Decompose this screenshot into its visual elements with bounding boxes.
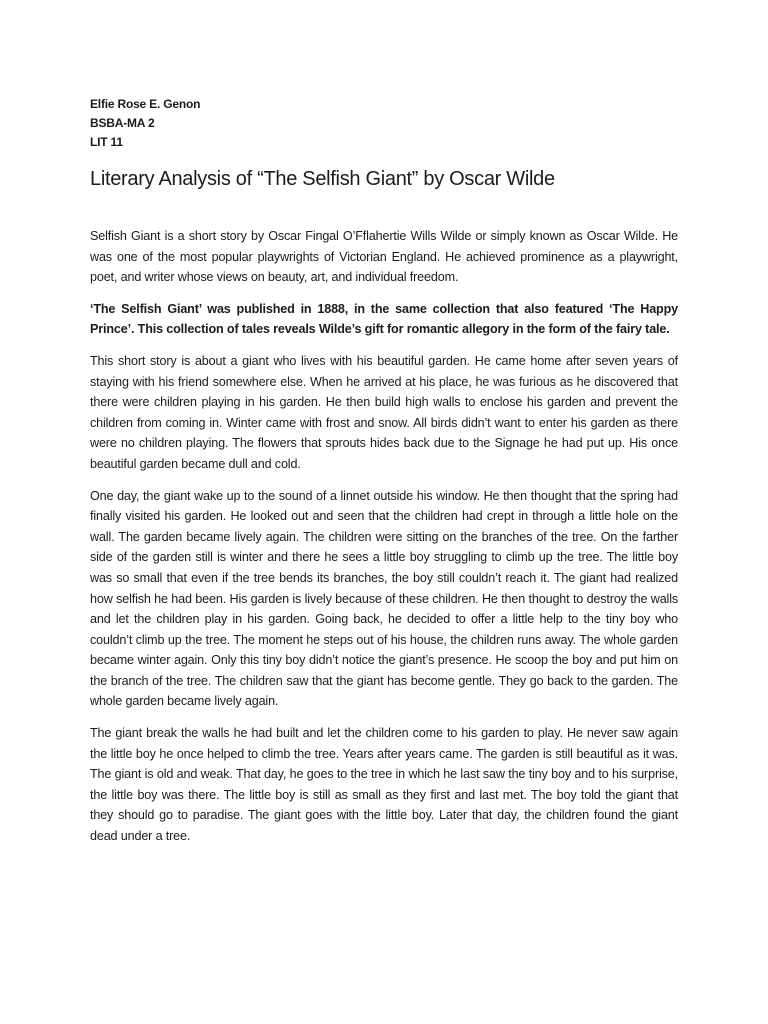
section-label: BSBA-MA 2 [90, 116, 155, 130]
paragraph-publication: ‘The Selfish Giant’ was published in 1888, in the same collection that also featured ‘The Happy Prince’. This collection of tales reveals Wilde’s gift for romantic allegory in the form of the fairy tale. [90, 301, 678, 337]
document-page [90, 95, 678, 858]
paragraph-ending: The giant break the walls he had built and let the children come to his garden to play. He never saw again the little boy he once helped to climb the tree. Years after years came. The garden is still beautiful as it was. The giant is old and weak. That day, he goes to the tree in which he last saw the tiny boy and to his surprise, the little boy was there. The little boy is still as small as they first and last met. The boy told the giant that they should go to paradise. The giant goes with the little boy. Later that day, the children found the giant dead under a tree. [90, 726, 678, 844]
author-name: Elfie Rose E. Genon [90, 97, 201, 111]
document-title: Literary Analysis of “The Selfish Giant” by Oscar Wilde [90, 168, 555, 190]
course-label: LIT 11 [90, 135, 123, 149]
paragraph-summary: This short story is about a giant who lives with his beautiful garden. He came home after seven years of staying with his friend somewhere else. When he arrived at his place, he was furious as he discovered that there were children playing in his garden. He then build high walls to enclose his garden and prevent the children from coming in. Winter came with frost and snow. All birds didn’t want to enter his garden as there were no children playing. The flowers that sprouts hides back due to the Signage he had put up. His once beautiful garden became dull and cold. [90, 353, 678, 471]
paragraph-spring: One day, the giant wake up to the sound of a linnet outside his window. He then thought that the spring had finally visited his garden. He looked out and seen that the children had crept in through a little hole on the wall. The garden became lively again. The children were sitting on the branches of the tree. On the farther side of the garden still is winter and there he sees a little boy struggling to climb up the tree. The little boy was so small that even if the tree bends its branches, the boy still couldn’t reach it. The giant had realized how selfish he had been. His garden is lively because of these children. He then thought to destroy the walls and let the children play in his garden. Going back, he decided to offer a little help to the tiny boy who couldn’t climb up the tree. The moment he steps out of his house, the children runs away. The whole garden became winter again. Only this tiny boy didn’t notice the giant’s presence. He scoop the boy and put him on the branch of the tree. The children saw that the giant has become gentle. They go back to the garden. The whole garden became lively again. [90, 488, 678, 709]
paragraph-intro: Selfish Giant is a short story by Oscar Fingal O’Fflahertie Wills Wilde or simply known as Oscar Wilde. He was one of the most popular playwrights of Victorian England. He achieved prominence as a playwright, poet, and writer whose views on beauty, art, and individual freedom. [90, 229, 678, 285]
